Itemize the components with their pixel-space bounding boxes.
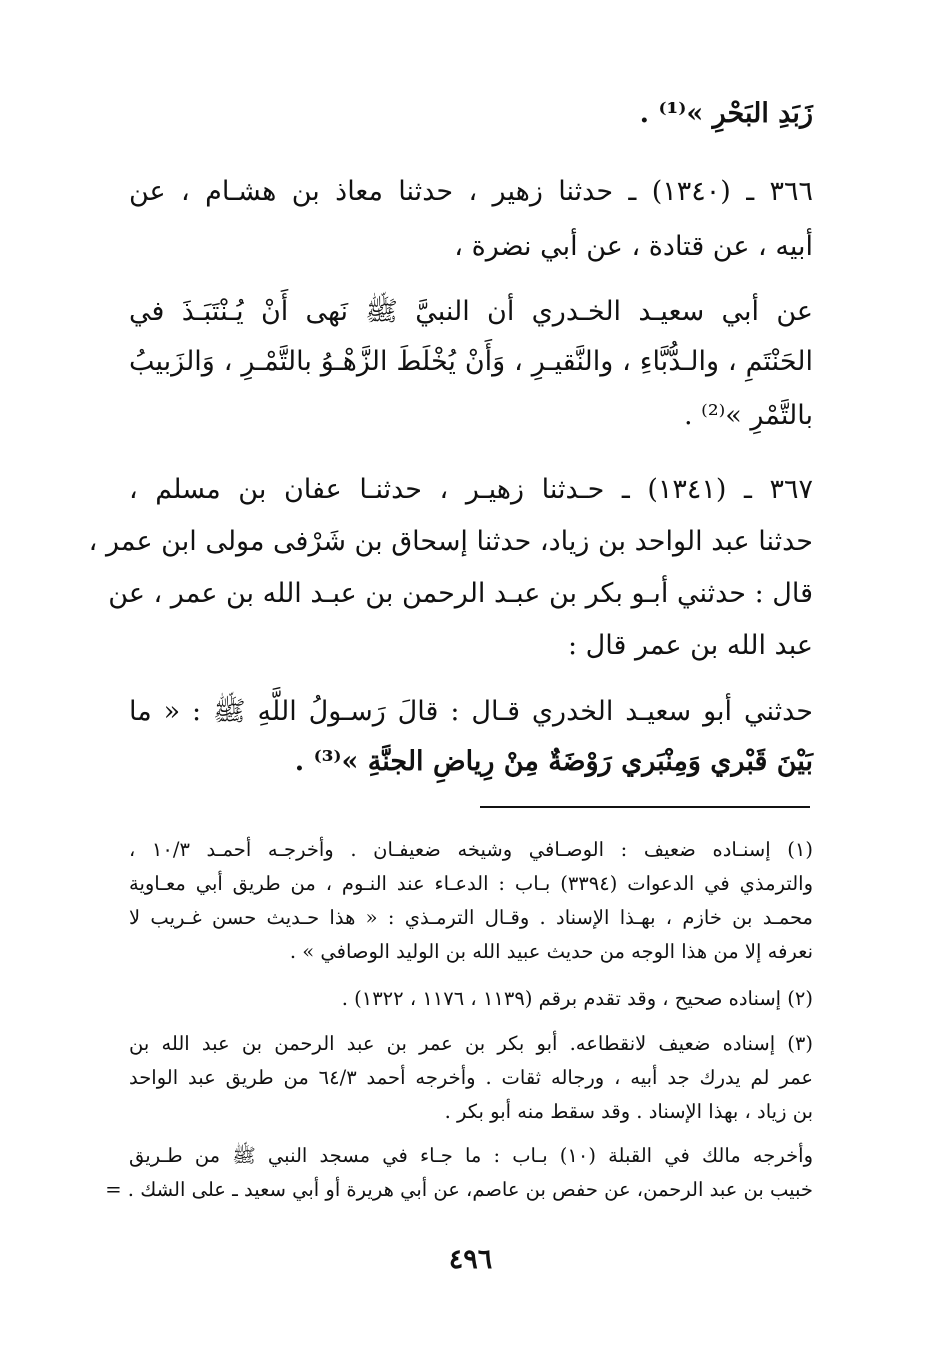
text-line: عبد الله بن عمر قال : xyxy=(567,630,813,661)
text-line: بَيْنَ قَبْري وَمِنْبَري رَوْضَةٌ مِنْ رِياضِ الجنَّةِ »⁽³⁾ . xyxy=(294,746,813,777)
footnote-2: (٢) إسناده صحيح ، وقد تقدم برقم (١١٣٩ ، ١١٧٦ ، ١٣٢٢) . xyxy=(341,987,813,1010)
footnote-line: وأخرجه مالك في القبلة (١٠) بـاب : ما جـاء في مسجد النبي ﷺ من طـريق xyxy=(129,1144,814,1167)
hadith-366-matn: عن أبي سعيـد الخـدري أن النبيَّ ﷺ نَهى أَنْ يُـنْتَبَـذَ في xyxy=(129,296,813,327)
text-line: أبيه ، عن قتادة ، عن أبي نضرة ، xyxy=(454,231,813,262)
text-line: الحَنْتَمِ ، والـدُّبَّاءِ ، والنَّقيـرِ ، وَأَنْ يُخْلَطَ الزَّهْـوُ بالتَّمْـرِ ، وَالزَبيبُ xyxy=(129,346,813,377)
text-line: بالتَّمْرِ »⁽²⁾ . xyxy=(684,400,813,431)
footnote-3: (٣) إسناده ضعيف لانقطاعه. أبو بكر بن عمر بن عبد الرحمن بن عبد الله بن xyxy=(129,1032,813,1055)
footnote-1: (١) إسنـاده ضعيف : الوصـافي وشيخه ضعيفـان . وأخرجـه أحمـد ١٠/٣ ، xyxy=(129,838,813,861)
footnote-line: والترمذي في الدعوات (٣٣٩٤) بـاب : الدعـاء عند النـوم ، من طريق أبي معـاوية xyxy=(129,872,813,895)
footnote-separator xyxy=(480,806,810,808)
hadith-366-isnad: ٣٦٦ ـ (١٣٤٠) ـ حدثنا زهير ، حدثنا معاذ بن هشـام ، عن xyxy=(129,176,814,207)
page-number: ٤٩٦ xyxy=(448,1244,493,1275)
footnote-line: خبيب بن عبد الرحمن، عن حفص بن عاصم، عن أبي هريرة أو أبي سعيد ـ على الشك . = xyxy=(105,1178,813,1201)
hadith-367-isnad: ٣٦٧ ـ (١٣٤١) ـ حـدثنا زهيـر ، حدثنـا عفان بن مسلم ، xyxy=(129,474,813,505)
text-line: زَبَدِ البَحْرِ »⁽¹⁾ . xyxy=(639,98,813,129)
footnote-line: عمر لم يدرك جد أبيه ، ورجاله ثقات . وأخرجه أحمد ٦٤/٣ من طريق عبد الواحد xyxy=(129,1066,813,1089)
hadith-367-matn: حدثني أبو سعيـد الخدري قـال : قالَ رَسـولُ اللَّهِ ﷺ : « ما xyxy=(129,696,813,727)
text-line: قال : حدثني أبـو بكر بن عبـد الرحمن بن عبـد الله بن عمر ، عن xyxy=(108,578,813,609)
text-line: حدثنا عبد الواحد بن زياد، حدثنا إسحاق بن شَرْفى مولى ابن عمر ، xyxy=(88,526,813,557)
footnote-line: محمـد بن خازم ، بهـذا الإسناد . وقـال الترمـذي : « هذا حـديث حسن غـريب لا xyxy=(129,906,813,929)
footnote-line: نعرفه إلا من هذا الوجه من حديث عبيد الله بن الوليد الوصافي » . xyxy=(289,940,813,963)
footnote-line: بن زياد ، بهذا الإسناد . وقد سقط منه أبو بكر . xyxy=(444,1100,813,1123)
